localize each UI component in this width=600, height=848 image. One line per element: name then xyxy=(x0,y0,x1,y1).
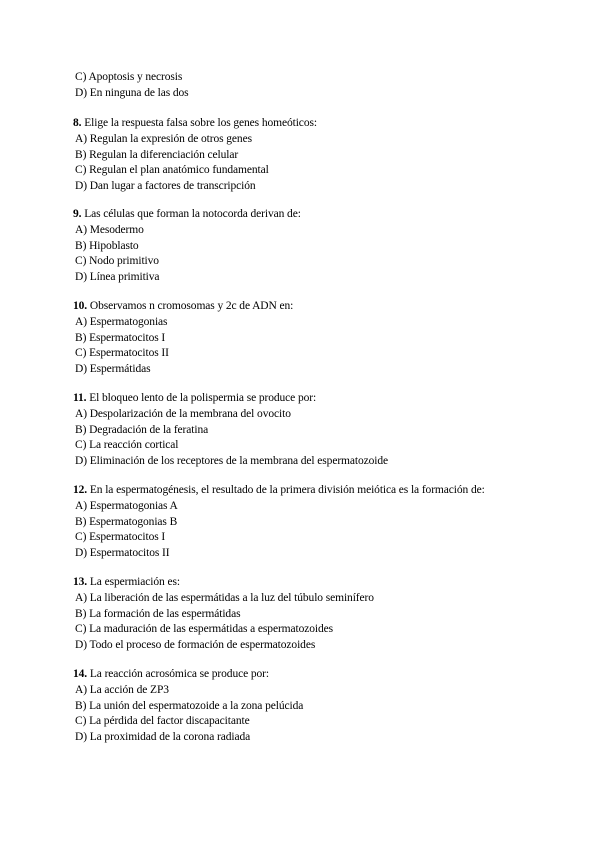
question-9 xyxy=(73,207,573,286)
question-text: 12. En la espermatogénesis, el resultado de la primera división meiótica es la formación de: xyxy=(73,484,485,496)
question-8 xyxy=(73,116,573,195)
question-text: 9. Las células que forman la notocorda derivan de: xyxy=(73,208,301,220)
question-text: 14. La reacción acrosómica se produce por: xyxy=(73,668,270,680)
option-c: C) Regulan el plan anatómico fundamental xyxy=(75,164,269,177)
option-d: D) La proximidad de la corona radiada xyxy=(75,731,251,744)
option-d: D) Espermátidas xyxy=(75,363,151,376)
option-c: C) Espermatocitos I xyxy=(75,531,166,544)
option-a: A) Mesodermo xyxy=(75,223,144,236)
option-d: D) Todo el proceso de formación de espermatozoides xyxy=(75,639,316,652)
option-a: A) La liberación de las espermátidas a la luz del túbulo seminífero xyxy=(75,591,374,604)
option-a: A) Regulan la expresión de otros genes xyxy=(75,132,252,145)
option-a: A) Despolarización de la membrana del ovocito xyxy=(75,407,291,420)
option-d: D) Línea primitiva xyxy=(75,271,160,284)
option-d: D) Espermatocitos II xyxy=(75,547,170,560)
question-text: 13. La espermiación es: xyxy=(73,576,180,588)
option-c: C) Espermatocitos II xyxy=(75,347,169,360)
option-c: C) Nodo primitivo xyxy=(75,255,159,268)
option-b: B) La formación de las espermátidas xyxy=(75,607,241,620)
question-14 xyxy=(73,667,573,746)
option-c: C) La pérdida del factor discapacitante xyxy=(75,715,250,728)
question-13 xyxy=(73,575,573,654)
option-a: A) Espermatogonias A xyxy=(75,499,178,512)
question-text: 10. Observamos n cromosomas y 2c de ADN en: xyxy=(73,300,294,312)
question-11 xyxy=(73,391,573,470)
option-c: C) La maduración de las espermátidas a espermatozoides xyxy=(75,623,334,636)
question-10 xyxy=(73,299,573,378)
option-a: A) La acción de ZP3 xyxy=(75,683,169,696)
option-b: B) La unión del espermatozoide a la zona pelúcida xyxy=(75,699,304,712)
option-b: B) Degradación de la feratina xyxy=(75,423,209,436)
option-d: D) Eliminación de los receptores de la membrana del espermatozoide xyxy=(75,455,389,468)
continuation-options xyxy=(73,70,573,102)
question-text: 8. Elige la respuesta falsa sobre los genes homeóticos: xyxy=(73,117,317,129)
option-d: D) Dan lugar a factores de transcripción xyxy=(75,180,256,193)
option-b: B) Espermatogonias B xyxy=(75,515,178,528)
option-b: B) Hipoblasto xyxy=(75,239,139,252)
option-d: D) En ninguna de las dos xyxy=(75,86,189,99)
option-c: C) Apoptosis y necrosis xyxy=(75,71,183,83)
question-text: 11. El bloqueo lento de la polispermia se produce por: xyxy=(73,392,317,404)
option-b: B) Espermatocitos I xyxy=(75,331,166,344)
option-b: B) Regulan la diferenciación celular xyxy=(75,148,239,161)
question-12 xyxy=(73,483,573,562)
option-c: C) La reacción cortical xyxy=(75,439,179,452)
option-a: A) Espermatogonias xyxy=(75,315,168,328)
